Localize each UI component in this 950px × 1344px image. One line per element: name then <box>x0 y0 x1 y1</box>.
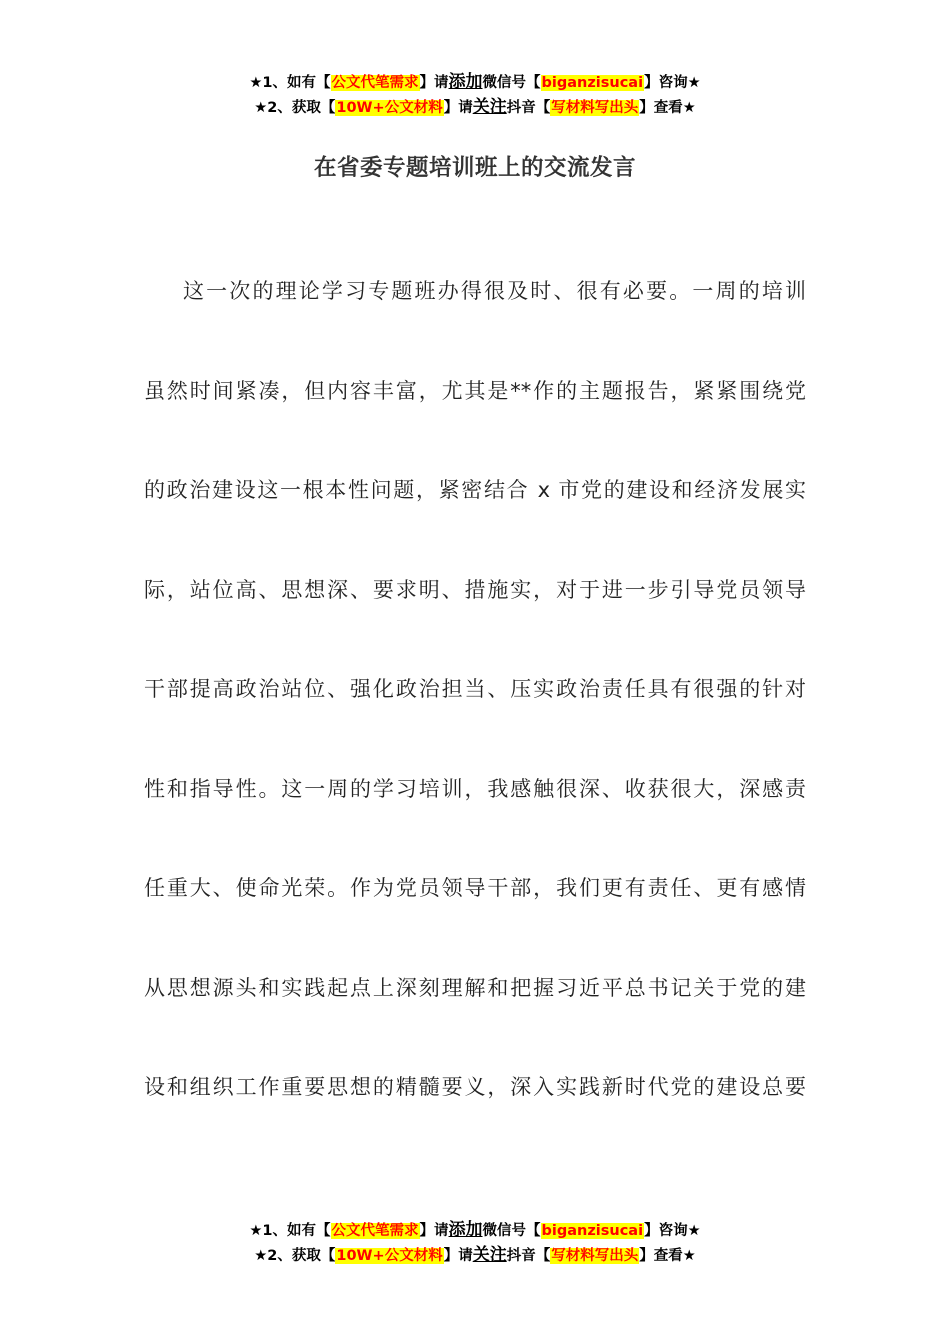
promo-highlight-materials: 10W+公文材料 <box>336 1248 443 1264</box>
promo-text: 】请 <box>419 75 449 91</box>
promo-emphasis: 添加 <box>448 72 483 92</box>
document-title: 在省委专题培训班上的交流发言 <box>313 155 636 181</box>
promo-text: ★1、如有【 <box>249 1223 331 1239</box>
promo-highlight-service: 公文代笔需求 <box>331 1223 419 1239</box>
promo-highlight-wechat-id: biganzisucai <box>541 75 644 91</box>
document-body <box>144 242 806 1138</box>
paragraph-line: 这一次的理论学习专题班办得很及时、很有必要。一周的培训 <box>183 279 806 303</box>
paragraph-line: 任重大、使命光荣。作为党员领导干部，我们更有责任、更有感情 <box>144 876 806 900</box>
promo-emphasis: 关注 <box>472 1245 507 1265</box>
promo-text: ★1、如有【 <box>249 75 331 91</box>
promo-text: 微信号【 <box>482 1223 541 1239</box>
promo-text: 抖音【 <box>506 1248 551 1264</box>
promo-highlight-douyin: 写材料写出头 <box>551 1248 639 1264</box>
paragraph-line: 干部提高政治站位、强化政治担当、压实政治责任具有很强的针对 <box>144 677 806 701</box>
paragraph-line: 的政治建设这一根本性问题，紧密结合 x 市党的建设和经济发展实 <box>144 478 806 502</box>
paragraph-line: 虽然时间紧凑，但内容丰富，尤其是**作的主题报告，紧紧围绕党 <box>144 378 806 403</box>
promo-highlight-service: 公文代笔需求 <box>331 75 419 91</box>
promo-line-1 <box>0 1218 950 1243</box>
paragraph-line: 性和指导性。这一周的学习培训，我感触很深、收获很大，深感责 <box>144 776 806 801</box>
promo-line-2 <box>0 95 950 120</box>
paragraph-line: 设和组织工作重要思想的精髓要义，深入实践新时代党的建设总要 <box>144 1075 806 1099</box>
paragraph-line: 从思想源头和实践起点上深刻理解和把握习近平总书记关于党的建 <box>144 975 806 1000</box>
promo-highlight-douyin: 写材料写出头 <box>551 100 639 116</box>
promo-emphasis: 关注 <box>472 97 507 117</box>
promo-text: 】请 <box>419 1223 449 1239</box>
promo-text: 】咨询★ <box>644 75 701 91</box>
promo-text: 抖音【 <box>506 100 551 116</box>
promo-text: 】咨询★ <box>644 1223 701 1239</box>
promo-emphasis: 添加 <box>448 1220 483 1240</box>
promo-text: ★2、获取【 <box>254 100 336 116</box>
bottom-promo-banner <box>0 1218 950 1268</box>
promo-line-2 <box>0 1243 950 1268</box>
promo-line-1 <box>0 70 950 95</box>
promo-highlight-wechat-id: biganzisucai <box>541 1223 644 1239</box>
promo-text: 】请 <box>443 100 473 116</box>
promo-text: 】查看★ <box>639 100 696 116</box>
promo-text: 】请 <box>443 1248 473 1264</box>
paragraph-line: 际，站位高、思想深、要求明、措施实，对于进一步引导党员领导 <box>144 577 806 602</box>
top-promo-banner <box>0 70 950 120</box>
promo-text: ★2、获取【 <box>254 1248 336 1264</box>
promo-text: 】查看★ <box>639 1248 696 1264</box>
promo-text: 微信号【 <box>482 75 541 91</box>
promo-highlight-materials: 10W+公文材料 <box>336 100 443 116</box>
